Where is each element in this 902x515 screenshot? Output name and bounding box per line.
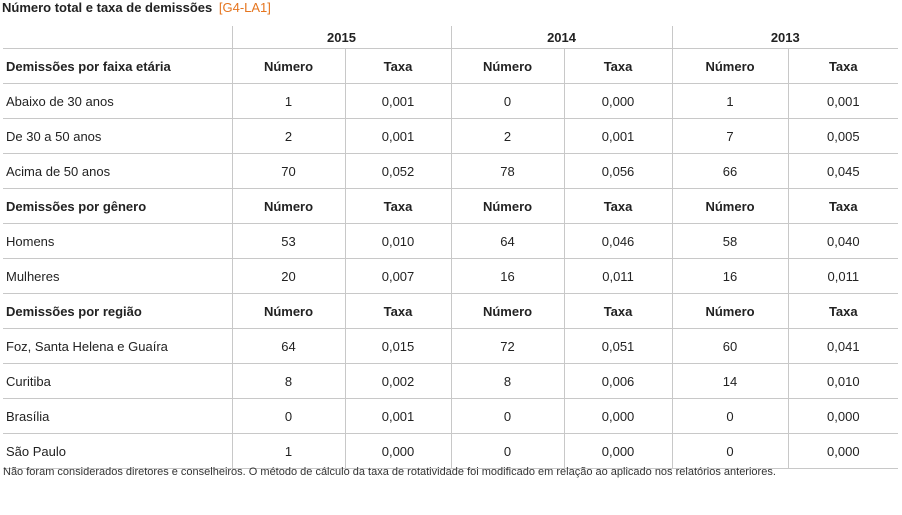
cell-number: 7 <box>672 119 788 154</box>
table-row <box>3 154 898 189</box>
cell-number: 58 <box>672 224 788 259</box>
column-header-number: Número <box>232 189 345 224</box>
column-header-rate: Taxa <box>564 294 672 329</box>
cell-rate: 0,045 <box>788 154 898 189</box>
cell-rate: 0,001 <box>345 84 451 119</box>
cell-rate: 0,052 <box>345 154 451 189</box>
cell-number: 8 <box>232 364 345 399</box>
row-label: Foz, Santa Helena e Guaíra <box>3 329 232 364</box>
cell-rate: 0,000 <box>564 84 672 119</box>
gri-indicator-code: [G4-LA1] <box>218 0 271 15</box>
cell-number: 0 <box>451 434 564 469</box>
cell-rate: 0,011 <box>564 259 672 294</box>
cell-rate: 0,000 <box>345 434 451 469</box>
column-header-number: Número <box>232 49 345 84</box>
cell-rate: 0,040 <box>788 224 898 259</box>
cell-number: 60 <box>672 329 788 364</box>
cell-rate: 0,056 <box>564 154 672 189</box>
dismissals-table <box>3 26 898 469</box>
cell-rate: 0,041 <box>788 329 898 364</box>
cell-rate: 0,010 <box>345 224 451 259</box>
table-row <box>3 399 898 434</box>
cell-rate: 0,015 <box>345 329 451 364</box>
cell-rate: 0,001 <box>564 119 672 154</box>
column-header-rate: Taxa <box>345 189 451 224</box>
column-header-number: Número <box>232 294 345 329</box>
cell-rate: 0,051 <box>564 329 672 364</box>
cell-rate: 0,000 <box>788 399 898 434</box>
cell-number: 0 <box>451 84 564 119</box>
row-label: Abaixo de 30 anos <box>3 84 232 119</box>
table-row <box>3 364 898 399</box>
cell-number: 2 <box>451 119 564 154</box>
table-row <box>3 329 898 364</box>
section-heading: Demissões por faixa etária <box>3 49 232 84</box>
cell-rate: 0,000 <box>564 434 672 469</box>
cell-number: 70 <box>232 154 345 189</box>
cell-number: 64 <box>232 329 345 364</box>
cell-number: 1 <box>672 84 788 119</box>
cell-number: 2 <box>232 119 345 154</box>
table-body <box>3 49 898 469</box>
cell-rate: 0,006 <box>564 364 672 399</box>
column-header-rate: Taxa <box>564 49 672 84</box>
cell-rate: 0,007 <box>345 259 451 294</box>
cell-rate: 0,046 <box>564 224 672 259</box>
column-header-rate: Taxa <box>788 49 898 84</box>
column-header-number: Número <box>672 189 788 224</box>
section-heading: Demissões por gênero <box>3 189 232 224</box>
year-header-2014: 2014 <box>451 26 672 49</box>
cell-number: 0 <box>672 399 788 434</box>
section-header-row <box>3 49 898 84</box>
column-header-number: Número <box>451 189 564 224</box>
cell-rate: 0,002 <box>345 364 451 399</box>
column-header-rate: Taxa <box>788 189 898 224</box>
column-header-number: Número <box>451 49 564 84</box>
table-title <box>2 0 271 15</box>
cell-rate: 0,001 <box>345 119 451 154</box>
cell-number: 78 <box>451 154 564 189</box>
cell-rate: 0,010 <box>788 364 898 399</box>
year-header-blank <box>3 26 232 49</box>
table-row <box>3 259 898 294</box>
section-header-row <box>3 294 898 329</box>
cell-number: 0 <box>451 399 564 434</box>
cell-rate: 0,001 <box>345 399 451 434</box>
cell-number: 8 <box>451 364 564 399</box>
cell-number: 0 <box>232 399 345 434</box>
year-header-2013: 2013 <box>672 26 898 49</box>
section-heading: Demissões por região <box>3 294 232 329</box>
cell-rate: 0,005 <box>788 119 898 154</box>
column-header-rate: Taxa <box>345 294 451 329</box>
year-header-row <box>3 26 898 49</box>
table-row <box>3 119 898 154</box>
cell-number: 14 <box>672 364 788 399</box>
cell-rate: 0,000 <box>788 434 898 469</box>
cell-number: 64 <box>451 224 564 259</box>
footnote: Não foram considerados diretores e conselheiros. O método de cálculo da taxa de rotatividade foi modificado em relação ao aplicado nos relatórios anteriores. <box>3 466 776 478</box>
row-label: Brasília <box>3 399 232 434</box>
cell-number: 16 <box>451 259 564 294</box>
year-header-2015: 2015 <box>232 26 451 49</box>
cell-number: 20 <box>232 259 345 294</box>
column-header-rate: Taxa <box>564 189 672 224</box>
cell-number: 53 <box>232 224 345 259</box>
table-row <box>3 84 898 119</box>
cell-rate: 0,011 <box>788 259 898 294</box>
cell-number: 72 <box>451 329 564 364</box>
column-header-rate: Taxa <box>788 294 898 329</box>
table-row <box>3 434 898 469</box>
row-label: Homens <box>3 224 232 259</box>
row-label: Mulheres <box>3 259 232 294</box>
column-header-rate: Taxa <box>345 49 451 84</box>
cell-number: 1 <box>232 434 345 469</box>
cell-number: 1 <box>232 84 345 119</box>
row-label: Acima de 50 anos <box>3 154 232 189</box>
row-label: Curitiba <box>3 364 232 399</box>
row-label: De 30 a 50 anos <box>3 119 232 154</box>
cell-rate: 0,001 <box>788 84 898 119</box>
cell-rate: 0,000 <box>564 399 672 434</box>
table-row <box>3 224 898 259</box>
column-header-number: Número <box>451 294 564 329</box>
cell-number: 66 <box>672 154 788 189</box>
cell-number: 0 <box>672 434 788 469</box>
table-title-text: Número total e taxa de demissões <box>2 0 213 15</box>
cell-number: 16 <box>672 259 788 294</box>
column-header-number: Número <box>672 49 788 84</box>
section-header-row <box>3 189 898 224</box>
row-label: São Paulo <box>3 434 232 469</box>
column-header-number: Número <box>672 294 788 329</box>
